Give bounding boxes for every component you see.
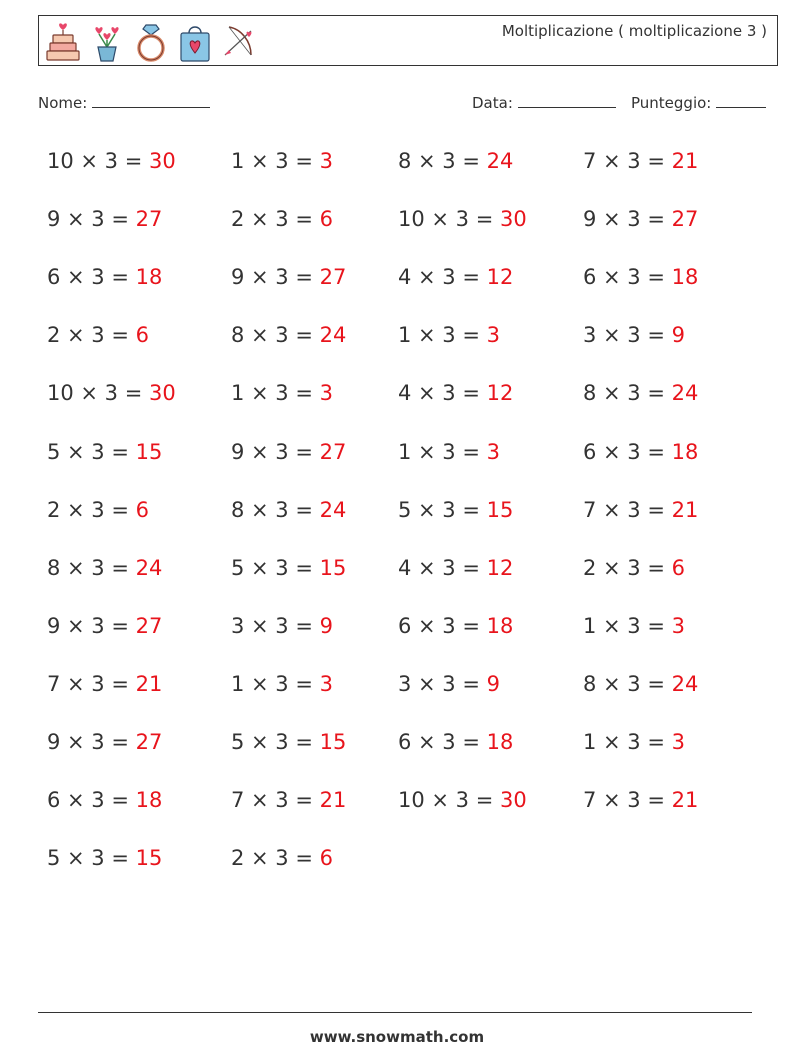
problem-answer: 3 <box>319 149 334 173</box>
problem-item <box>583 207 698 231</box>
problem-item <box>47 381 176 405</box>
problem-item <box>398 498 513 522</box>
problem-item <box>47 149 176 173</box>
problem-answer: 27 <box>135 207 163 231</box>
problem-answer: 30 <box>500 788 527 812</box>
problem-answer: 3 <box>486 440 501 464</box>
problem-question: 6 × 3 = <box>47 788 129 812</box>
problem-question: 6 × 3 = <box>583 265 665 289</box>
problem-answer: 18 <box>671 440 699 464</box>
problem-answer: 9 <box>486 672 501 696</box>
problem-answer: 6 <box>319 846 334 870</box>
problem-item <box>398 149 513 173</box>
problem-answer: 21 <box>319 788 347 812</box>
problem-item <box>583 381 698 405</box>
problem-item <box>398 207 527 231</box>
problem-answer: 6 <box>319 207 334 231</box>
problem-question: 8 × 3 = <box>231 323 313 347</box>
problem-question: 5 × 3 = <box>231 730 313 754</box>
problem-answer: 24 <box>319 498 347 522</box>
problem-question: 7 × 3 = <box>583 788 665 812</box>
problem-item <box>398 672 500 696</box>
problem-answer: 18 <box>486 730 514 754</box>
worksheet-title: Moltiplicazione ( moltiplicazione 3 ) <box>501 22 767 40</box>
problem-item <box>583 556 685 580</box>
problem-question: 1 × 3 = <box>583 730 665 754</box>
problem-item <box>231 323 346 347</box>
problem-item <box>231 730 346 754</box>
problem-answer: 18 <box>135 265 163 289</box>
problem-question: 2 × 3 = <box>231 846 313 870</box>
problem-question: 8 × 3 = <box>398 149 480 173</box>
problem-answer: 18 <box>486 614 514 638</box>
score-label: Punteggio: <box>631 94 712 112</box>
problem-question: 9 × 3 = <box>47 207 129 231</box>
problem-question: 5 × 3 = <box>231 556 313 580</box>
problem-answer: 6 <box>135 323 150 347</box>
problem-question: 5 × 3 = <box>398 498 480 522</box>
problem-answer: 21 <box>671 149 699 173</box>
problem-item <box>47 556 162 580</box>
problem-answer: 27 <box>671 207 699 231</box>
problem-answer: 6 <box>671 556 686 580</box>
problem-answer: 18 <box>135 788 163 812</box>
problem-answer: 9 <box>671 323 686 347</box>
problem-answer: 15 <box>135 440 163 464</box>
problem-answer: 12 <box>486 265 514 289</box>
problem-item <box>231 149 333 173</box>
problem-answer: 18 <box>671 265 699 289</box>
problem-answer: 24 <box>135 556 163 580</box>
problem-question: 2 × 3 = <box>231 207 313 231</box>
problem-item <box>47 846 162 870</box>
problem-question: 10 × 3 = <box>398 788 494 812</box>
problem-question: 8 × 3 = <box>47 556 129 580</box>
problem-answer: 12 <box>486 381 514 405</box>
problem-item <box>398 788 527 812</box>
problem-question: 10 × 3 = <box>398 207 494 231</box>
problem-answer: 3 <box>486 323 501 347</box>
problem-answer: 12 <box>486 556 514 580</box>
problem-item <box>47 614 162 638</box>
date-label: Data: <box>472 94 513 112</box>
problem-question: 7 × 3 = <box>231 788 313 812</box>
footer-url: www.snowmath.com <box>309 1028 485 1046</box>
problem-question: 4 × 3 = <box>398 556 480 580</box>
problem-item <box>47 440 162 464</box>
problem-item <box>583 730 685 754</box>
problem-answer: 3 <box>319 672 334 696</box>
problem-item <box>231 440 346 464</box>
problem-item <box>231 381 333 405</box>
problem-item <box>47 207 162 231</box>
problem-question: 1 × 3 = <box>398 440 480 464</box>
problem-item <box>583 265 698 289</box>
problem-question: 10 × 3 = <box>47 381 143 405</box>
problem-answer: 24 <box>486 149 514 173</box>
problem-answer: 15 <box>486 498 514 522</box>
problem-answer: 30 <box>149 381 176 405</box>
problem-answer: 27 <box>135 614 163 638</box>
problem-question: 4 × 3 = <box>398 265 480 289</box>
problem-question: 8 × 3 = <box>231 498 313 522</box>
problem-answer: 24 <box>671 672 699 696</box>
problem-question: 1 × 3 = <box>231 149 313 173</box>
problem-item <box>398 730 513 754</box>
problem-answer: 30 <box>149 149 176 173</box>
problem-answer: 9 <box>319 614 334 638</box>
problem-item <box>231 672 333 696</box>
problem-answer: 3 <box>319 381 334 405</box>
problem-answer: 3 <box>671 730 686 754</box>
problem-answer: 27 <box>319 265 347 289</box>
problem-question: 3 × 3 = <box>398 672 480 696</box>
problem-question: 6 × 3 = <box>398 614 480 638</box>
problem-question: 9 × 3 = <box>47 614 129 638</box>
problem-item <box>47 788 162 812</box>
problem-answer: 6 <box>135 498 150 522</box>
problem-question: 3 × 3 = <box>583 323 665 347</box>
problem-question: 6 × 3 = <box>47 265 129 289</box>
problem-question: 9 × 3 = <box>231 265 313 289</box>
problem-item <box>398 381 513 405</box>
problem-answer: 21 <box>671 498 699 522</box>
problem-answer: 15 <box>319 556 347 580</box>
name-label: Nome: <box>38 94 88 112</box>
problem-item <box>47 730 162 754</box>
problem-item <box>231 265 346 289</box>
problem-question: 7 × 3 = <box>47 672 129 696</box>
problem-answer: 27 <box>135 730 163 754</box>
problem-question: 7 × 3 = <box>583 149 665 173</box>
problem-item <box>583 788 698 812</box>
problem-item <box>583 440 698 464</box>
problem-answer: 30 <box>500 207 527 231</box>
problem-item <box>47 498 149 522</box>
problem-question: 8 × 3 = <box>583 381 665 405</box>
problem-question: 1 × 3 = <box>231 381 313 405</box>
problem-item <box>231 207 333 231</box>
problem-question: 4 × 3 = <box>398 381 480 405</box>
problem-item <box>398 323 500 347</box>
problem-question: 5 × 3 = <box>47 846 129 870</box>
problem-answer: 3 <box>671 614 686 638</box>
problem-question: 9 × 3 = <box>231 440 313 464</box>
problem-item <box>398 265 513 289</box>
problem-answer: 24 <box>671 381 699 405</box>
problem-question: 8 × 3 = <box>583 672 665 696</box>
problem-question: 10 × 3 = <box>47 149 143 173</box>
problem-question: 7 × 3 = <box>583 498 665 522</box>
problem-item <box>231 846 333 870</box>
problem-item <box>47 323 149 347</box>
problem-answer: 15 <box>135 846 163 870</box>
problem-item <box>583 614 685 638</box>
problem-item <box>583 149 698 173</box>
problem-question: 9 × 3 = <box>47 730 129 754</box>
problem-answer: 15 <box>319 730 347 754</box>
problem-question: 3 × 3 = <box>231 614 313 638</box>
problem-item <box>47 265 162 289</box>
problem-item <box>231 614 333 638</box>
problem-answer: 27 <box>319 440 347 464</box>
problem-item <box>583 498 698 522</box>
footer-divider <box>38 1012 752 1013</box>
problem-answer: 24 <box>319 323 347 347</box>
problem-item <box>231 498 346 522</box>
problem-question: 1 × 3 = <box>583 614 665 638</box>
problem-item <box>583 672 698 696</box>
problem-item <box>398 440 500 464</box>
problem-answer: 21 <box>135 672 163 696</box>
problem-question: 5 × 3 = <box>47 440 129 464</box>
problem-question: 9 × 3 = <box>583 207 665 231</box>
problem-item <box>231 788 346 812</box>
problem-question: 6 × 3 = <box>583 440 665 464</box>
problem-item <box>398 614 513 638</box>
problem-question: 6 × 3 = <box>398 730 480 754</box>
problem-question: 2 × 3 = <box>47 498 129 522</box>
problem-question: 2 × 3 = <box>583 556 665 580</box>
problem-question: 1 × 3 = <box>231 672 313 696</box>
problem-item <box>398 556 513 580</box>
problem-item <box>47 672 162 696</box>
problem-question: 2 × 3 = <box>47 323 129 347</box>
problem-question: 1 × 3 = <box>398 323 480 347</box>
problem-item <box>583 323 685 347</box>
problem-item <box>231 556 346 580</box>
problem-answer: 21 <box>671 788 699 812</box>
